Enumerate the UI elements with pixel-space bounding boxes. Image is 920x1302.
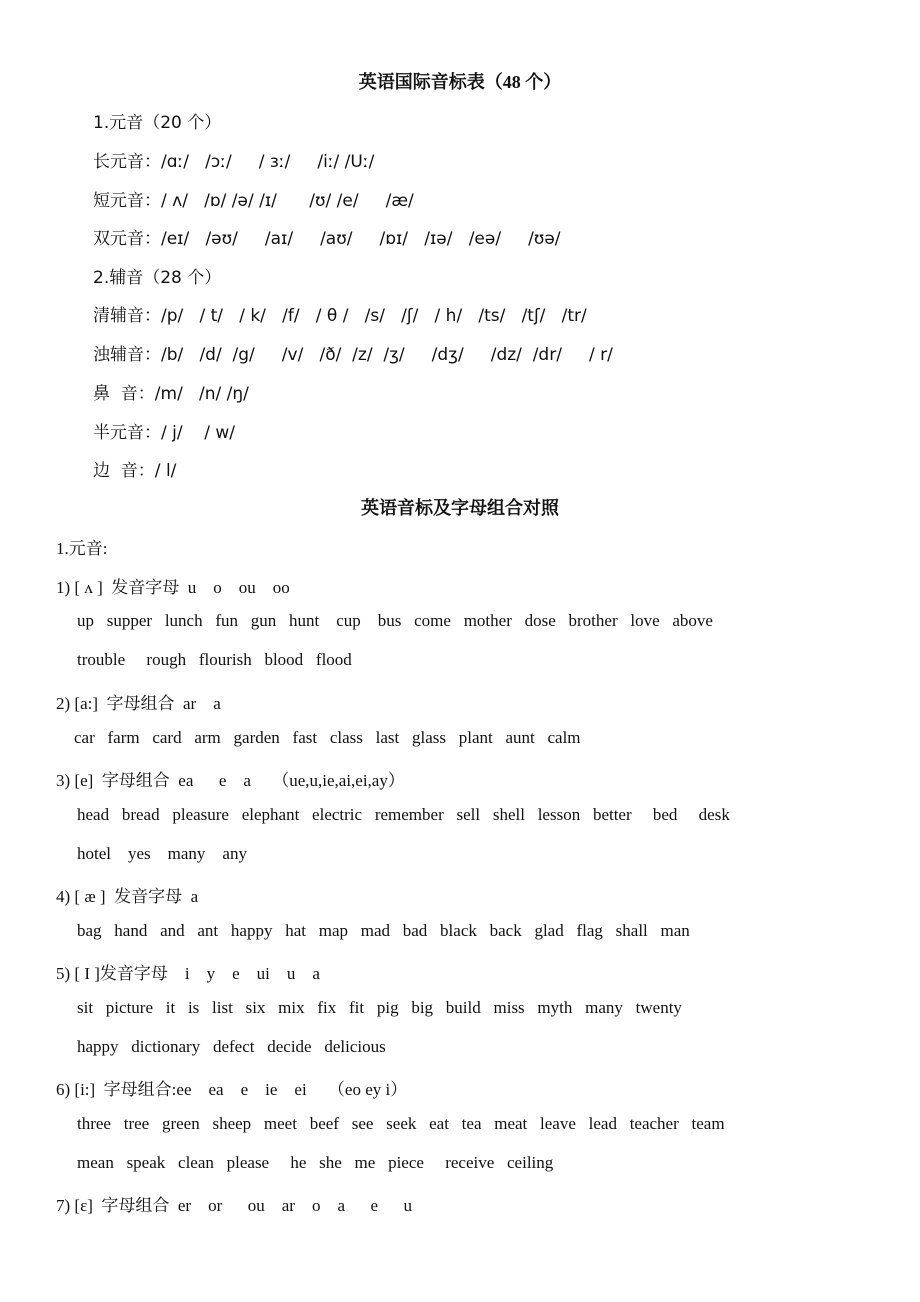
item-label: 4) [ æ ] 发音字母 a [56,887,199,906]
semivowels-row: 半元音：/ j/ / w/ [93,423,235,443]
vowels-heading: 1.元音（20 个） [93,113,222,133]
voiced-consonants-row: 浊辅音：/b/ /d/ /g/ /v/ /ð/ /z/ /ʒ/ /dʒ/ /dz/ /dr/ / r/ [93,345,613,365]
item-label: 5) [ I ]发音字母 i y e ui u a [56,964,320,983]
voiceless-consonants-row: 清辅音：/p/ / t/ / k/ /f/ / θ / /s/ /ʃ/ / h/ /ts/ /tʃ/ /tr/ [93,306,587,326]
word-line: bag hand and ant happy hat map mad bad black back glad flag shall man [77,921,690,940]
lateral-row: 边 音：/ l/ [93,461,177,481]
word-line: hotel yes many any [77,844,247,863]
word-line: mean speak clean please he she me piece receive ceiling [77,1153,554,1172]
short-vowels-row: 短元音：/ ʌ/ /ɒ/ /ə/ /ɪ/ /ʊ/ /e/ /æ/ [93,191,414,211]
word-line: happy dictionary defect decide delicious [77,1037,386,1056]
word-line: head bread pleasure elephant electric remember sell shell lesson better bed desk [77,805,730,824]
item-label: 2) [a:] 字母组合 ar a [56,694,221,713]
word-line: up supper lunch fun gun hunt cup bus come mother dose brother love above [77,611,713,630]
long-vowels-row: 长元音：/ɑː/ /ɔː/ / ɜː/ /iː/ /Uː/ [93,152,375,172]
second-title: 英语音标及字母组合对照 [361,498,559,518]
word-line: car farm card arm garden fast class last glass plant aunt calm [74,728,581,747]
item-label: 7) [ɛ] 字母组合 er or ou ar o a e u [56,1196,413,1215]
section-heading: 1.元音: [56,539,108,558]
main-title: 英语国际音标表（48 个） [358,72,562,92]
diphthongs-row: 双元音：/eɪ/ /əʊ/ /aɪ/ /aʊ/ /ɒɪ/ /ɪə/ /eə/ /ʊə/ [93,229,561,249]
consonants-heading: 2.辅音（28 个） [93,268,222,288]
word-line: three tree green sheep meet beef see seek eat tea meat leave lead teacher team [77,1114,725,1133]
item-label: 3) [e] 字母组合 ea e a （ue,u,ie,ai,ei,ay） [56,771,405,790]
word-line: sit picture it is list six mix fix fit pig big build miss myth many twenty [77,998,682,1017]
nasals-row: 鼻 音：/m/ /n/ /ŋ/ [93,384,249,404]
item-label: 6) [i:] 字母组合:ee ea e ie ei （eo ey i） [56,1080,408,1099]
word-line: trouble rough flourish blood flood [77,650,352,669]
item-label: 1) [ ʌ ] 发音字母 u o ou oo [56,578,290,597]
